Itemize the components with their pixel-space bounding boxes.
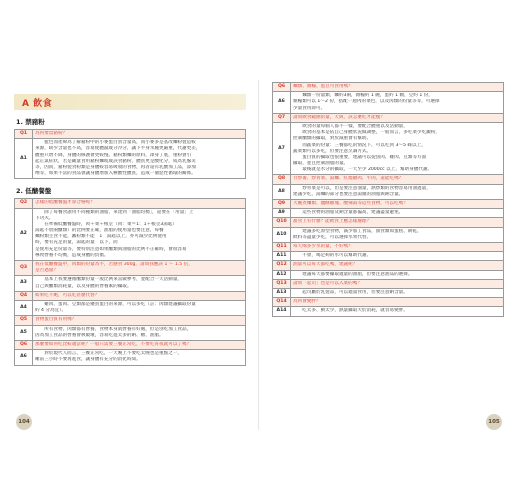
text-line: 為何要禁豬粉？ [35, 131, 68, 136]
question-row [15, 261, 246, 276]
text-line: 藍色而產婦為了解豬粉中的小麥蛋白質含量高，而小麥多是基改麵粉製造較 [35, 140, 196, 146]
answer-text [291, 92, 504, 114]
text-line: 蛋白質的攝取也很重要，建議可以從魚肉、雞肉、豆類等方面 [293, 154, 427, 160]
answer-tag: A5 [15, 325, 33, 340]
question-tag: Q7 [273, 113, 291, 122]
left-qa-groups [14, 117, 246, 366]
answer-text [291, 307, 504, 316]
text-line: 建議多吃原型食物，減少加工食品，甜食類如蛋糕、餅乾、 [293, 228, 422, 234]
answer-tag: A11 [273, 252, 291, 261]
question-row [273, 243, 504, 252]
question-text [33, 130, 246, 139]
answer-tag: A2 [15, 208, 33, 261]
answer-tag: A9 [273, 209, 291, 218]
text-line: 時，要有充足的量，湯匙的量 以下，而 [35, 240, 118, 246]
question-text [33, 340, 246, 349]
question-text [291, 279, 504, 288]
text-line: 因為加工食品的營養會被破壞，容易吃進太多的鈉、糖、油脂。 [35, 332, 164, 338]
answer-row [273, 209, 504, 218]
answer-tag: A7 [273, 122, 291, 175]
text-line: 每天喝多少水的量，不好嗎？ [293, 244, 353, 250]
subsection-heading: 2. 低醣餐盤 [16, 187, 52, 196]
text-line: 為何會變胖？ [293, 299, 321, 305]
answer-text [291, 227, 504, 242]
text-line: 如果吃不飽，可以吃甚麼代替？ [35, 292, 100, 298]
answer-row [15, 139, 246, 179]
question-tag: Q12 [273, 261, 291, 270]
text-line: 麵粉類主食不能，澱粉類不能 1 湯匙以上，亦可減少比例使用 [35, 234, 167, 240]
answer-row [273, 184, 504, 199]
question-row [273, 279, 504, 288]
answer-row [273, 122, 504, 175]
question-text [291, 298, 504, 307]
text-line: 攝取，並且控制油脂的量。 [293, 161, 349, 167]
answer-row [273, 307, 504, 316]
question-tag: Q3 [15, 261, 33, 276]
answer-row [273, 252, 504, 261]
text-line: 而蔬菜的份量：三餐都吃的情況下，可以吃到 3～5 碟以上， [293, 142, 426, 148]
text-line: 麵類一份量類，麵約3兩，雜糧約 1 碗，蛋約 1 顆，豆約 1 份， [293, 93, 433, 99]
answer-row [273, 92, 504, 114]
question-text [33, 291, 246, 300]
answer-tag: A12 [273, 270, 291, 279]
answer-text [291, 209, 504, 218]
text-line: 飲食的量每個人都不一樣，要配合體重以及活動量， [293, 123, 408, 129]
page-gutter [258, 80, 259, 430]
text-line: 雜糧類可以 1～2 份，搭配一週內的菜色，以及肉類的份量等等，可選擇 [293, 99, 440, 105]
qa-table [272, 82, 504, 317]
answer-row [15, 350, 246, 365]
text-line: 劑等，如果不當的食品會讓身體增加入極酸性體質，造成一個惡性循環的關係。 [35, 171, 196, 177]
text-line: 請問飲食範圍的量，天與，該怎麼吃才能瘦？ [293, 114, 385, 120]
answer-text [33, 300, 246, 315]
answer-tag: A1 [15, 139, 33, 179]
text-line: 怎樣的低醣餐盤才算合格呢？ [35, 200, 95, 206]
text-line: 起正氣症狀，若是藏量食用豬粉麵或或誤食豬粉，體質更是酸化分，成為乳腺炎 [35, 158, 196, 164]
text-line: 等，因而，豬粉製食粉類是身體較容易吸收的食物，再者還有乳酸加工品，添加 [35, 164, 196, 170]
question-tag: Q6 [15, 340, 33, 349]
text-line: 除了每餐食譜用不同種類的油脂，來達到「油脂均衡」，還要在「用量」上 [35, 209, 194, 215]
question-tag: Q14 [273, 298, 291, 307]
question-row [15, 316, 246, 325]
text-line: 下功夫。 [35, 215, 54, 221]
answer-tag: A13 [273, 289, 291, 298]
answer-text [33, 139, 246, 179]
page-number-left: 104 [16, 414, 32, 430]
text-line: 體重只增不降，身體的修護會更較慢。豬粉類麵的原料，澤身了底，重粉會引 [35, 152, 192, 158]
answer-row [15, 276, 246, 291]
text-line: 飲食的基本是依自己身體狀況做調整，一般而言，多吃菜少吃澱粉， [293, 130, 441, 136]
qa-table [14, 129, 246, 179]
text-line: 湯匙不放兩醣類）的比例要正確，油脂的使用量也要注意，每餐 [35, 228, 164, 234]
question-row [15, 199, 246, 208]
text-line: 那麼要如何吃比較適當呢？一般只需要三餐正常吃，不要吃宵夜就可以了嗎？ [35, 341, 192, 347]
question-row [273, 261, 504, 270]
answer-tag: A14 [273, 307, 291, 316]
answer-tag: A6 [15, 350, 33, 365]
question-text [291, 261, 504, 270]
answer-tag: A4 [15, 300, 33, 315]
question-tag: Q11 [273, 243, 291, 252]
question-text [33, 261, 246, 276]
text-line: 這些食物的油脂及鈉含量都偏高，建議盡量避免。 [293, 210, 404, 216]
text-line: 蔬菜類可以多吃，但要注意烹調方式。 [293, 148, 372, 154]
text-line: 雞肉、蛋肉、豆類都是優質蛋白的來源，可以多吃（註：肉類建議攝取份量 [35, 301, 196, 307]
answer-text [291, 184, 504, 199]
answer-row [273, 289, 504, 298]
section-title: A 飲食 [22, 98, 53, 109]
text-line: 吃太多、動太少，熱量攝取大於消耗，就容易變胖。 [293, 308, 408, 314]
text-line: 約 4 分為宜）。 [35, 308, 67, 314]
answer-text [291, 270, 504, 279]
question-text [33, 316, 246, 325]
question-tag: Q8 [273, 175, 291, 184]
answer-row [273, 227, 504, 242]
text-line: 食物蛋白質有用嗎？ [35, 317, 77, 323]
question-row [273, 200, 504, 209]
question-text [291, 200, 504, 209]
answer-tag: A6 [273, 92, 291, 114]
question-row [273, 218, 504, 227]
qa-table [14, 198, 246, 365]
text-line: 導致營養不均衡，造成身體的負擔。 [35, 252, 109, 258]
question-tag: Q5 [15, 316, 33, 325]
question-text [291, 243, 504, 252]
text-line: 不會，喝足夠的水可以幫助代謝。 [293, 253, 372, 259]
answer-text [291, 252, 504, 261]
answer-text [291, 289, 504, 298]
right-qa-table [272, 82, 504, 317]
question-tag: Q10 [273, 218, 291, 227]
text-line: 自己與醣類消耗量，以及身體的營養素的攝取。 [35, 283, 132, 289]
answer-tag: A3 [15, 276, 33, 291]
question-text [291, 83, 504, 92]
text-line: 所有食物、肉類都有營養，食物本身就營養有好處，但是別吃加工食品， [35, 326, 192, 332]
question-row [273, 83, 504, 92]
answer-text [33, 208, 246, 261]
question-text [33, 199, 246, 208]
text-line: 最後就是水分的攝取，一天至少 2000cc 以上，幫助身體代謝。 [293, 167, 433, 173]
text-line: 麵類、雜糧、蛋豆可食用嗎？ [293, 84, 353, 89]
text-line: 我在低醣餐盤中，肉類的份量為半，若膳食 300g，請問我應該 1 ～ 1.5 倍， [35, 262, 193, 268]
question-text [291, 175, 504, 184]
text-line: 在準備低醣餐盤時，肉＋菜＋根莖（肉：菜＝1：1＋根莖3湯匙） [35, 221, 177, 227]
subsection-heading: 1. 禁豬粉 [16, 118, 45, 126]
text-line: 大碗煮麵類、鹽酥雞塊、酸辣湯等這些食物，可以吃嗎？ [293, 201, 408, 207]
question-tag: Q2 [15, 199, 33, 208]
answer-tag: A10 [273, 227, 291, 242]
text-line: 是否過量？ [35, 268, 58, 274]
answer-text [33, 325, 246, 340]
question-row [273, 298, 504, 307]
text-line: 睡前三小時不要再進食，讓身體有充分的消化時間。 [35, 357, 141, 363]
question-row [15, 291, 246, 300]
answer-text [291, 122, 504, 175]
text-line: 甘炒番、炒青菜、湯麵、紅燒雞肉、牛肉，還能吃嗎？ [293, 176, 404, 182]
answer-tag: A8 [273, 184, 291, 199]
question-tag: Q4 [15, 291, 33, 300]
text-line: 來源，缺少含量也不高，容易使體濕或分冷分，讓下半身水腫更嚴重，代謝更差， [35, 146, 201, 152]
text-line: 對於現代人而言，三餐正常吃，一天晚上不要吃太晚也是重點之一， [35, 351, 183, 357]
page-number-right: 105 [486, 414, 502, 430]
section-banner [14, 94, 246, 110]
text-line: 油量可以每天都吃嗎，建議呢？ [293, 262, 358, 268]
answer-text [33, 276, 246, 291]
answer-row [15, 208, 246, 261]
left-page [14, 80, 246, 430]
question-row [273, 175, 504, 184]
text-line: 炒青菜是可以，但是要注意油量，熱炒類的食物容易用油過量， [293, 185, 431, 191]
question-tag: Q6 [273, 83, 291, 92]
text-line: 基本上我要遵循醣類份量一般比例來當做參考，並配合一天活動量， [35, 277, 183, 283]
question-text [291, 113, 504, 122]
text-line: 起司屬於乳製品，可以適量食用，但要注意鈉含量。 [293, 290, 408, 296]
question-tag: Q1 [15, 130, 33, 139]
question-text [291, 218, 504, 227]
text-line: 建議少吃，湯麵的部分也要注意湯頭的油脂與鈉含量。 [293, 191, 404, 197]
text-line: 建議每天都要攝取適量的油脂，但要注意油品的選擇。 [293, 271, 413, 277]
text-line: 是使用充足份量等，要特別注意如果醣類與油脂的比例不正確時，會很容易 [35, 246, 187, 252]
text-line: 少量食用即可。 [293, 105, 326, 111]
answer-row [15, 300, 246, 315]
text-line: 請問「起司」也是可以入菜的嗎？ [293, 280, 362, 286]
question-row [273, 113, 504, 122]
text-line: 控制醣類的攝取，對於減重會有幫助。 [293, 136, 372, 142]
question-tag: Q9 [273, 200, 291, 209]
right-page [272, 80, 504, 430]
text-line: 甜食上有什麼？能飲食上應怎樣處理？ [293, 219, 372, 225]
question-tag: Q13 [273, 279, 291, 288]
answer-row [15, 325, 246, 340]
answer-row [273, 270, 504, 279]
text-line: 飲料等盡量少吃，可以選擇水果代替。 [293, 234, 372, 240]
question-row [15, 340, 246, 349]
answer-text [33, 350, 246, 365]
question-row [15, 130, 246, 139]
